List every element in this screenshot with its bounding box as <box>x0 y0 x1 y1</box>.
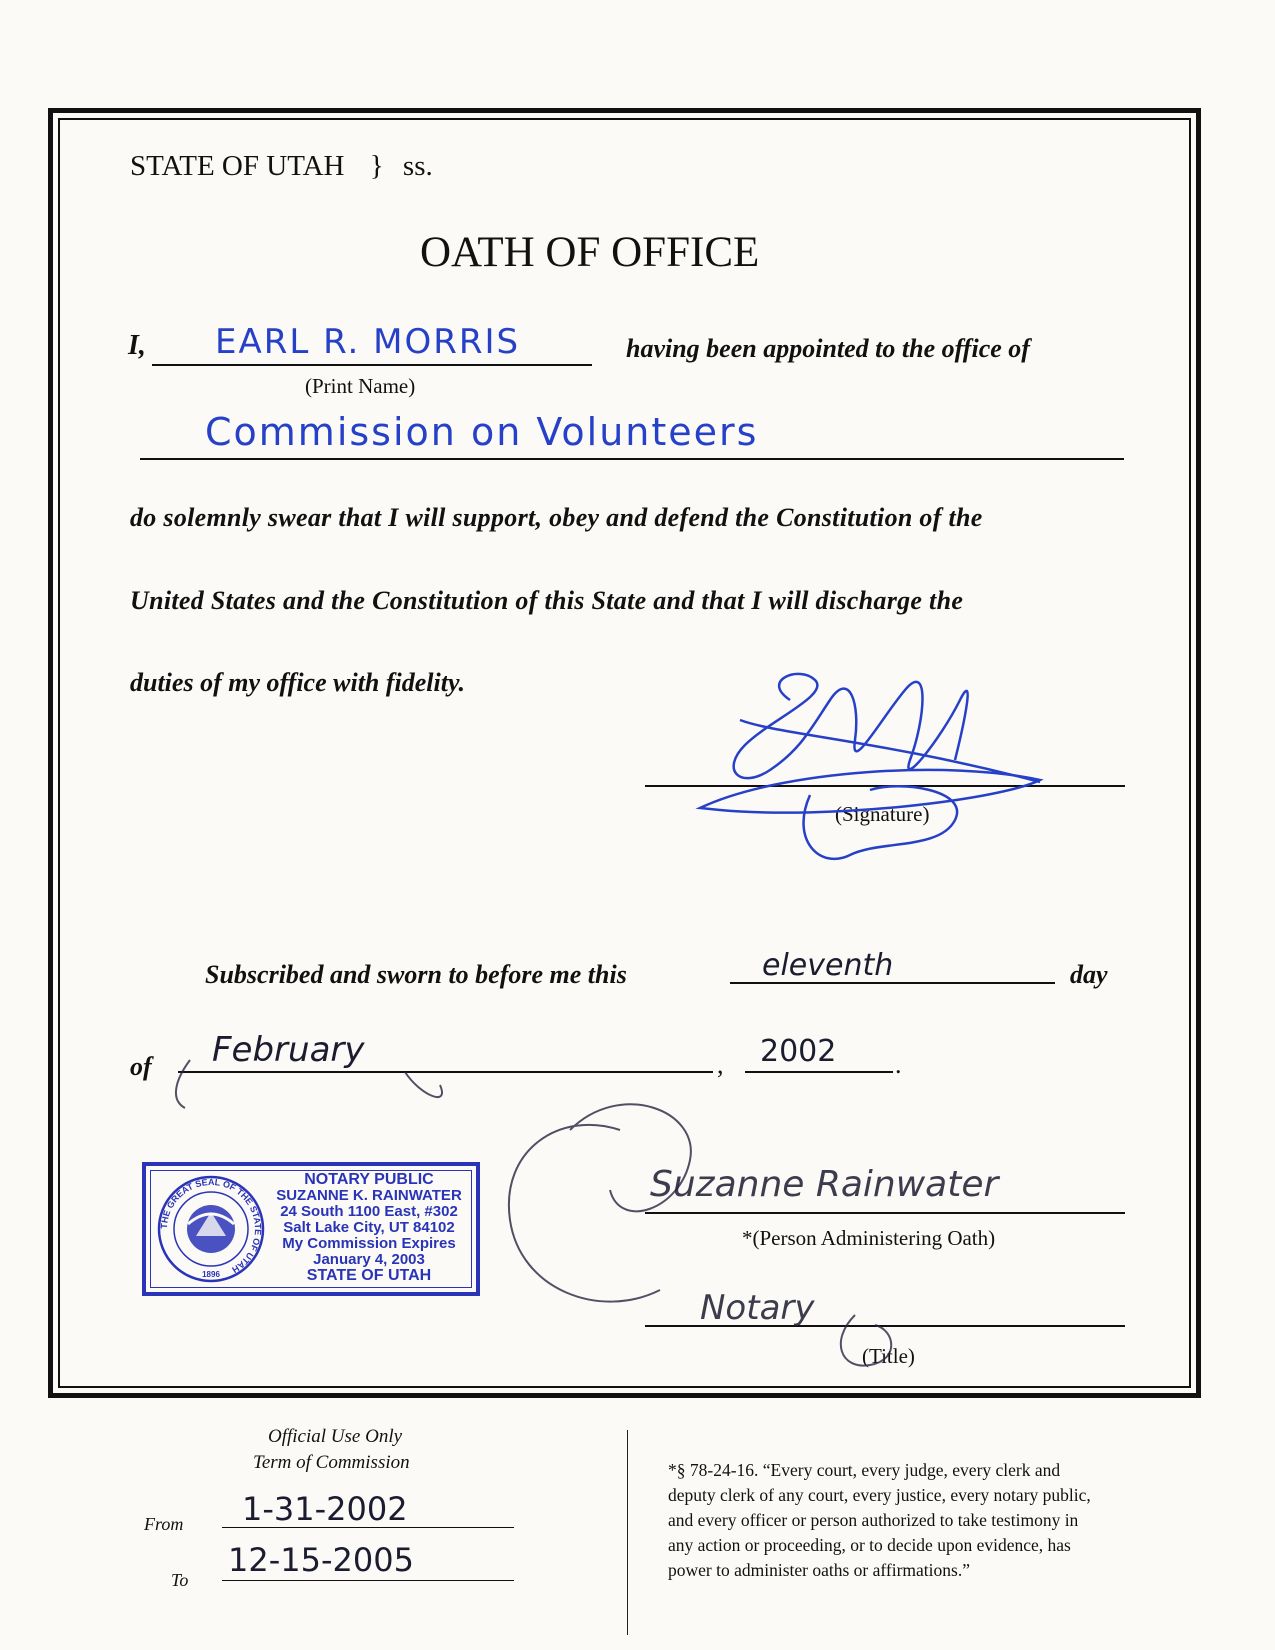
print-name-label: (Print Name) <box>305 374 416 398</box>
stamp-line-6: January 4, 2003 <box>313 1251 425 1268</box>
administrator-label: *(Person Administering Oath) <box>742 1226 996 1250</box>
state-ss: ss. <box>402 150 433 182</box>
state-brace: } <box>369 150 384 182</box>
stamp-line-1: NOTARY PUBLIC <box>304 1171 434 1188</box>
administrator-signature: Suzanne Rainwater <box>650 1164 999 1205</box>
stamp-line-7: STATE OF UTAH <box>306 1267 432 1284</box>
subscribed-text: Subscribed and sworn to before me this <box>205 960 627 989</box>
official-heading-2: Term of Commission <box>253 1452 410 1473</box>
oath-line-3: duties of my office with fidelity. <box>130 668 466 697</box>
title-label: (Title) <box>862 1344 915 1368</box>
period: . <box>895 1050 902 1079</box>
seal-year: 1896 <box>202 1270 220 1279</box>
statute-line-1: *§ 78-24-16. “Every court, every judge, every clerk and <box>668 1460 1061 1480</box>
appointee-name-handwritten: EARL R. MORRIS <box>215 322 521 362</box>
stamp-line-4: Salt Lake City, UT 84102 <box>283 1219 455 1236</box>
signature-label: (Signature) <box>835 802 930 826</box>
day-handwritten: eleventh <box>762 948 894 983</box>
from-handwritten: 1-31-2002 <box>242 1490 408 1528</box>
i-prefix: I, <box>128 330 146 361</box>
of-label: of <box>130 1052 152 1081</box>
statute-line-5: power to administer oaths or affirmations.” <box>668 1560 970 1580</box>
to-handwritten: 12-15-2005 <box>228 1541 414 1579</box>
oath-line-1: do solemnly swear that I will support, obey and defend the Constitution of the <box>130 503 983 532</box>
statute-line-3: and every officer or person authorized to take testimony in <box>668 1510 1079 1530</box>
administrator-flourish <box>176 1060 891 1366</box>
day-label: day <box>1070 960 1108 989</box>
statute-block <box>668 1458 1091 1583</box>
office-handwritten: Commission on Volunteers <box>205 410 759 454</box>
official-heading-1: Official Use Only <box>268 1426 403 1447</box>
stamp-line-3: 24 South 1100 East, #302 <box>280 1203 458 1220</box>
seal-ring-text: THE GREAT SEAL OF THE STATE OF UTAH <box>158 1176 264 1275</box>
from-label: From <box>144 1514 184 1534</box>
month-handwritten: February <box>212 1030 365 1070</box>
appointed-text: having been appointed to the office of <box>626 334 1030 363</box>
bottom-divider <box>627 1430 628 1635</box>
appointee-signature-scribble <box>700 674 1040 859</box>
year-handwritten: 2002 <box>760 1034 837 1069</box>
statute-line-2: deputy clerk of any court, every justice, every notary public, <box>668 1485 1091 1505</box>
stamp-line-5: My Commission Expires <box>282 1235 456 1252</box>
title-handwritten: Notary <box>700 1288 815 1328</box>
statute-line-4: any action or proceeding, or to decide upon evidence, has <box>668 1535 1071 1555</box>
stamp-line-2: SUZANNE K. RAINWATER <box>276 1187 462 1204</box>
to-label: To <box>171 1570 189 1590</box>
to-line <box>222 1580 514 1581</box>
page-title: OATH OF OFFICE <box>420 229 760 276</box>
state-name: STATE OF UTAH <box>130 150 345 182</box>
comma: , <box>717 1050 724 1079</box>
oath-line-2: United States and the Constitution of this State and that I will discharge the <box>130 586 964 615</box>
